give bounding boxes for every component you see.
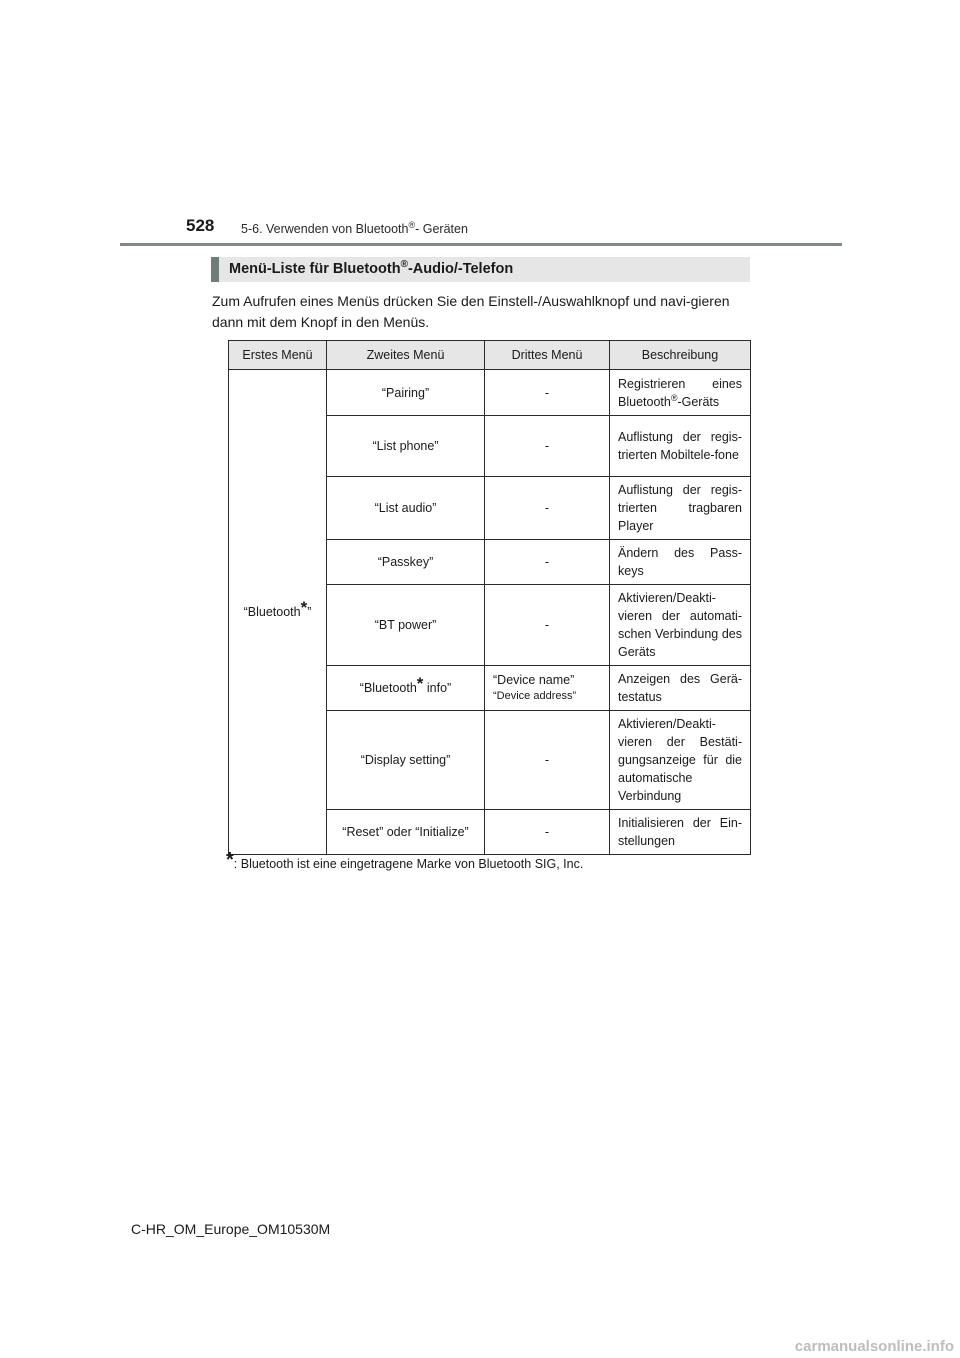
third-menu-cell: - [485, 711, 610, 810]
third-menu-cell [485, 666, 610, 711]
menu-table [228, 340, 751, 855]
footnote: *: Bluetooth ist eine eingetragene Marke von Bluetooth SIG, Inc. [226, 849, 584, 871]
footer-manual-code: C-HR_OM_Europe_OM10530M [131, 1221, 331, 1237]
second-menu-cell: “Display setting” [327, 711, 485, 810]
third-menu-cell: - [485, 585, 610, 666]
header-first-menu: Erstes Menü [229, 341, 327, 370]
second-menu-cell: “Reset” oder “Initialize” [327, 810, 485, 855]
table-header-row [229, 341, 751, 370]
description-cell: Initialisieren der Ein-stellungen [610, 810, 751, 855]
device-address-item: “Device address” [493, 690, 577, 702]
second-menu-cell: “Passkey” [327, 540, 485, 585]
second-menu-cell: “BT power” [327, 585, 485, 666]
third-menu-cell: - [485, 477, 610, 540]
table-row [229, 370, 751, 416]
second-menu-cell: “List phone” [327, 416, 485, 477]
second-menu-cell: “Bluetooth* info” [327, 666, 485, 711]
third-menu-cell: - [485, 370, 610, 416]
device-name-item: “Device name” [493, 673, 575, 687]
second-menu-cell: “List audio” [327, 477, 485, 540]
box-heading: Menü-Liste für Bluetooth®-Audio/-Telefon [211, 257, 750, 282]
description-cell: Auflistung der regis-trierten Mobiltele-fone [610, 416, 751, 477]
second-menu-cell: “Pairing” [327, 370, 485, 416]
third-menu-cell: - [485, 810, 610, 855]
page-number: 528 [186, 216, 215, 235]
description-cell: Aktivieren/Deakti-vieren der automati-schen Verbindung des Geräts [610, 585, 751, 666]
description-cell: Anzeigen des Gerä-testatus [610, 666, 751, 711]
description-cell: Aktivieren/Deakti-vieren der Bestäti-gungsanzeige für die automatische Verbindung [610, 711, 751, 810]
header-third-menu: Drittes Menü [485, 341, 610, 370]
third-menu-cell: - [485, 540, 610, 585]
first-menu-cell: “Bluetooth*” [229, 370, 327, 855]
intro-paragraph: Zum Aufrufen eines Menüs drücken Sie den Einstell-/Auswahlknopf und navi-gieren dann mit dem Knopf in den Menüs. [212, 293, 730, 330]
header-description: Beschreibung [610, 341, 751, 370]
description-cell: Ändern des Pass-keys [610, 540, 751, 585]
section-title: 5-6. Verwenden von Bluetooth®- Geräten [241, 219, 468, 236]
third-menu-cell: - [485, 416, 610, 477]
header-second-menu: Zweites Menü [327, 341, 485, 370]
header-rule [120, 243, 842, 246]
description-cell: Auflistung der regis-trierten tragbaren Player [610, 477, 751, 540]
watermark: carmanualsonline.info [794, 1338, 954, 1355]
description-cell: Registrieren eines Bluetooth®-Geräts [610, 370, 751, 416]
